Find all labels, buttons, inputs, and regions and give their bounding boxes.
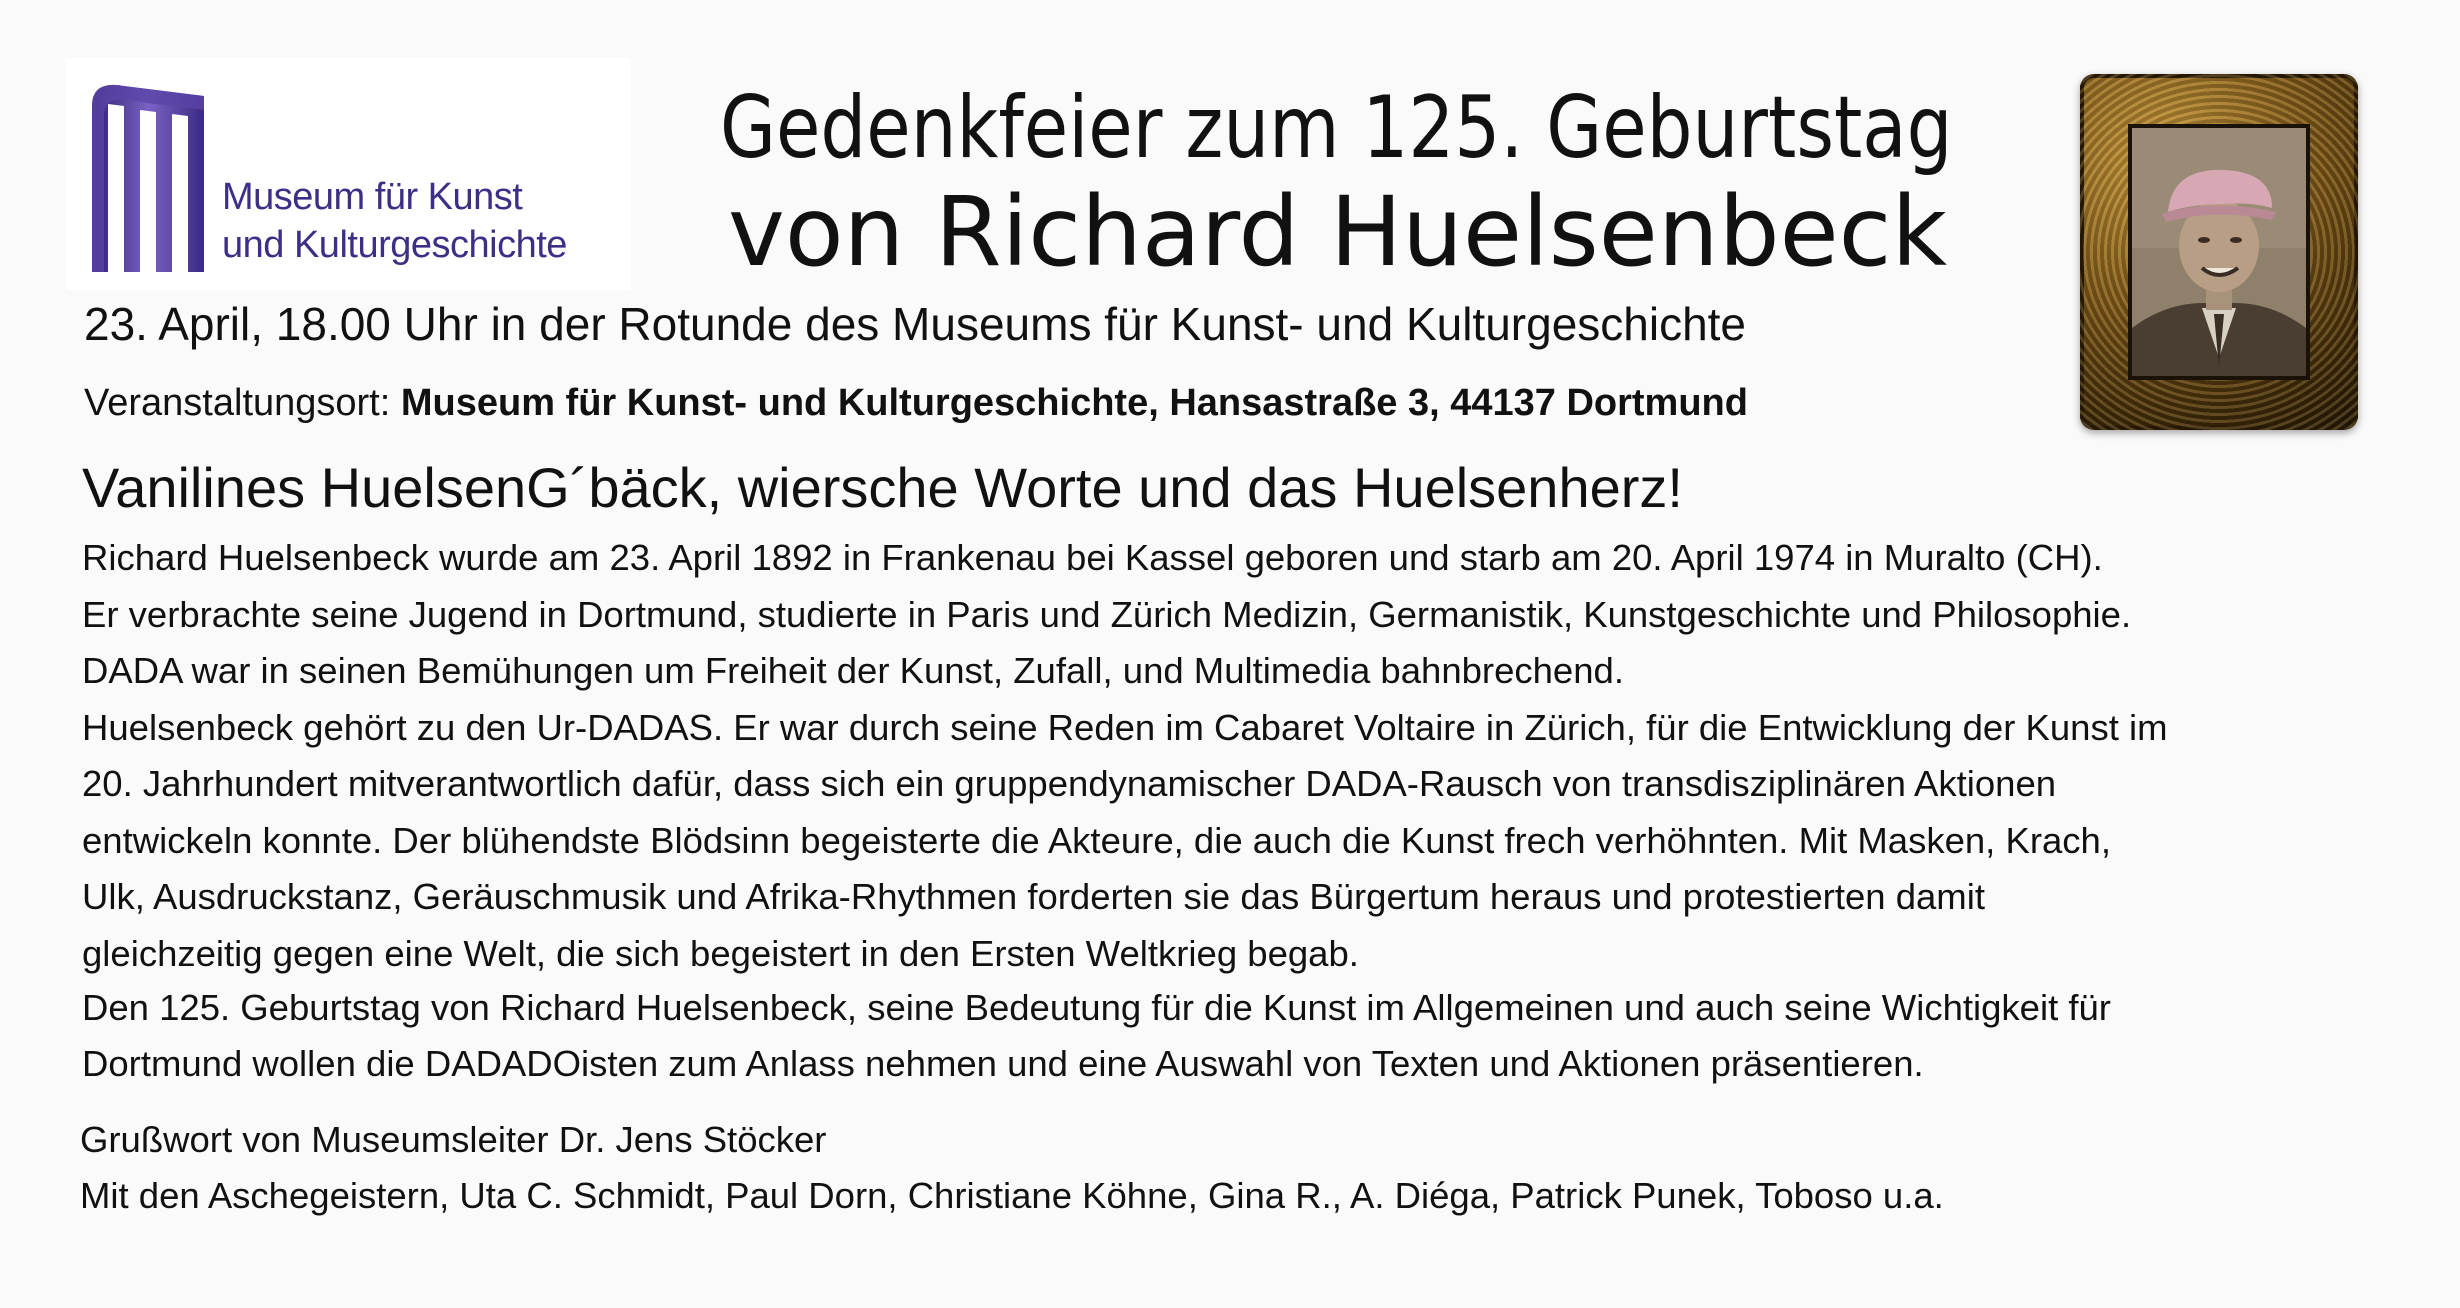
body-line: DADA war in seinen Bemühungen um Freiheit der Kunst, Zufall, und Multimedia bahnbrechend. [82, 650, 1624, 691]
title-line1: Gedenkfeier zum 125. Geburtstag [720, 78, 1953, 178]
venue-line [84, 380, 1748, 426]
headline: Vanilines HuelsenG´bäck, wiersche Worte und das Huelsenherz! [82, 456, 1683, 519]
body-line: Huelsenbeck gehört zu den Ur-DADAS. Er war durch seine Reden im Cabaret Voltaire in Zürich, für die Entwicklung der Kunst im [82, 706, 2168, 748]
portrait-photo [2132, 128, 2306, 376]
credits [80, 1112, 1944, 1224]
body-line: entwickeln konnte. Der blühendste Blödsinn begeisterte die Akteure, die auch die Kunst frech verhöhnten. Mit Masken, Krach, [82, 819, 2111, 861]
venue-label: Veranstaltungsort: [84, 382, 401, 424]
portrait-frame [2080, 74, 2358, 430]
venue-address: Museum für Kunst- und Kulturgeschichte, Hansastraße 3, 44137 Dortmund [400, 382, 1748, 424]
title-line2: von Richard Huelsenbeck [728, 176, 1948, 288]
paragraph-line: Den 125. Geburtstag von Richard Huelsenbeck, seine Bedeutung für die Kunst im Allgemeinen und auch seine Wichtigkeit für [82, 987, 2111, 1028]
date-line: 23. April, 18.00 Uhr in der Rotunde des Museums für Kunst- und Kulturgeschichte [84, 298, 1747, 350]
museum-logo-icon [84, 76, 214, 276]
body-line: 20. Jahrhundert mitverantwortlich dafür, dass sich ein gruppendynamischer DADA-Rausch von transdisziplinären Aktionen [82, 763, 2057, 804]
body-line: Richard Huelsenbeck wurde am 23. April 1892 in Frankenau bei Kassel geboren und starb am 20. April 1974 in Muralto (CH). [82, 537, 2103, 578]
body-text [82, 530, 2412, 982]
body-line: gleichzeitig gegen eine Welt, die sich begeistert in den Ersten Weltkrieg begab. [82, 932, 1359, 974]
logo-text-line1: Museum für Kunst [222, 176, 523, 218]
body-line: Er verbrachte seine Jugend in Dortmund, studierte in Paris und Zürich Medizin, Germanistik, Kunstgeschichte und Philosophie. [82, 593, 2132, 635]
participants-line: Mit den Aschegeistern, Uta C. Schmidt, Paul Dorn, Christiane Köhne, Gina R., A. Diéga, Patrick Punek, Toboso u.a. [80, 1175, 1944, 1216]
anniversary-paragraph [82, 980, 2111, 1092]
paragraph-line: Dortmund wollen die DADADOisten zum Anlass nehmen und eine Auswahl von Texten und Aktionen präsentieren. [82, 1043, 1924, 1084]
logo-text-line2: und Kulturgeschichte [222, 224, 567, 266]
museum-logo [66, 58, 631, 290]
greeting-line: Grußwort von Museumsleiter Dr. Jens Stöcker [80, 1119, 827, 1160]
body-line: Ulk, Ausdruckstanz, Geräuschmusik und Afrika-Rhythmen forderten sie das Bürgertum heraus und protestierten damit [82, 876, 1985, 917]
